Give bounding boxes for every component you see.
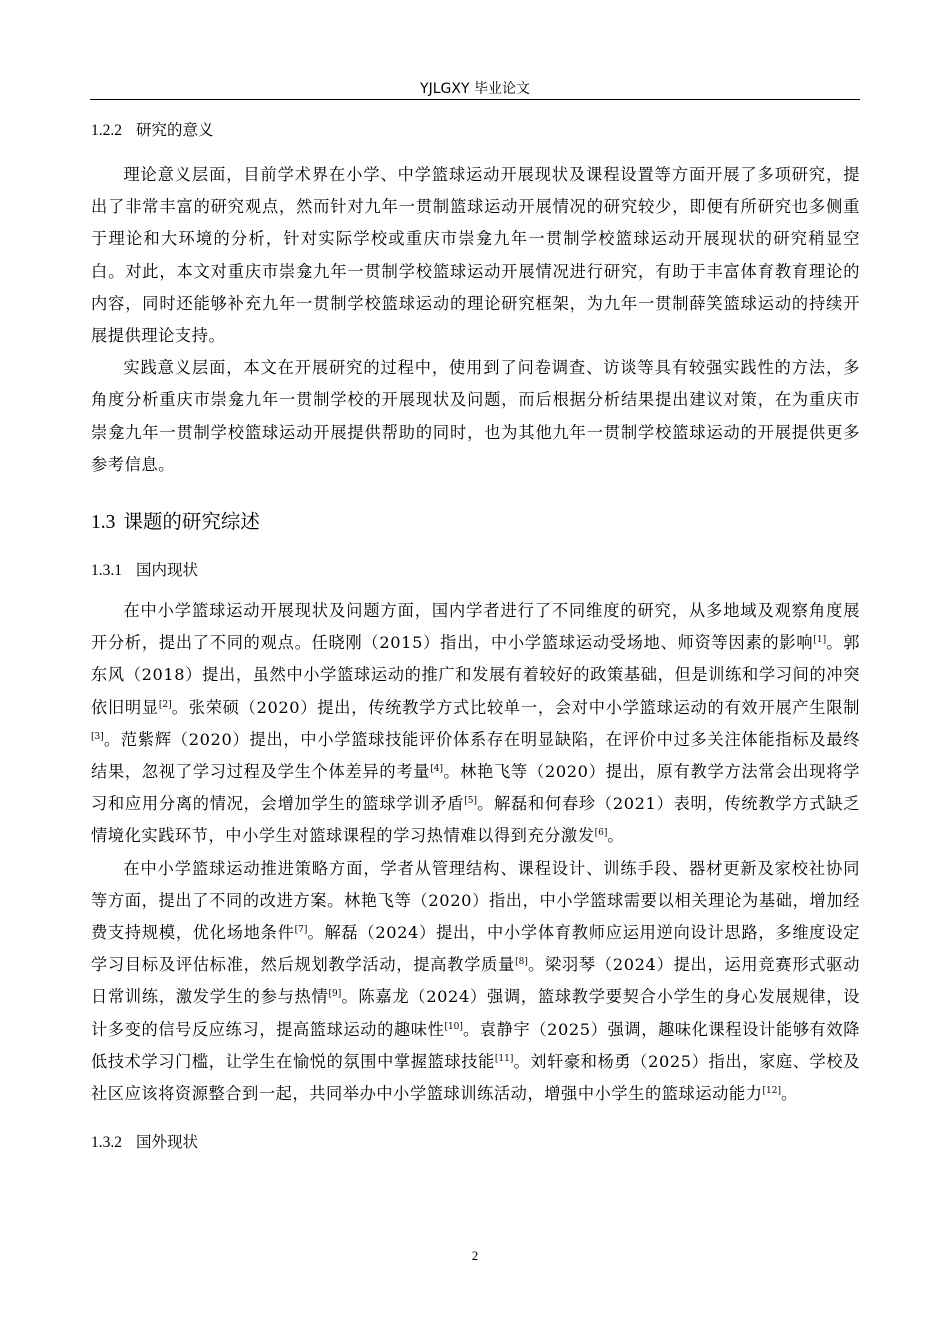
section-title: 国内现状 bbox=[136, 561, 199, 580]
section-number: 1.3 bbox=[91, 512, 116, 534]
header-rule bbox=[90, 99, 860, 100]
text-run: 在中小学篮球运动开展现状及问题方面，国内学者进行了不同维度的研究，从多地域及观察角度展开分析，提出了不同的观点。任晓刚（2015）指出，中小学篮球运动受场地、师资等因素的影响 bbox=[91, 601, 860, 653]
section-number: 1.3.2 bbox=[91, 1134, 122, 1152]
page-body bbox=[91, 116, 860, 1157]
section-title: 课题的研究综述 bbox=[123, 510, 260, 534]
section-heading-1-3-2 bbox=[91, 1128, 860, 1157]
text-run: 。解磊（2024）提出，中小学体育教师应运用逆向设计思路，多维度设定学习目标及评估标准，然后规划教学活动，提高教学质量 bbox=[91, 923, 861, 975]
text-run: 。梁羽琴（2024）提出，运用竞赛形式驱动日常训练，激发学生的参与热情 bbox=[91, 955, 860, 1007]
citation-ref-5: [5] bbox=[464, 796, 477, 807]
citation-ref-8: [8] bbox=[515, 957, 528, 968]
text-run: 。范紫辉（2020）提出，中小学篮球技能评价体系存在明显缺陷，在评价中过多关注体能指标及最终结果，忽视了学习过程及学生个体差异的考量 bbox=[91, 729, 860, 782]
section-title: 研究的意义 bbox=[136, 121, 214, 139]
citation-ref-9: [9] bbox=[328, 989, 342, 1000]
citation-ref-7: [7] bbox=[294, 925, 308, 936]
text-run: 在中小学篮球运动推进策略方面，学者从管理结构、课程设计、训练手段、器材更新及家校社协同等方面，提出了不同的改进方案。林艳飞等（2020）指出，中小学篮球需要以相关理论为基础，增加经费支持规模，优化场地条件 bbox=[91, 858, 860, 943]
section-title: 国外现状 bbox=[136, 1133, 199, 1152]
section-heading-1-3-1 bbox=[91, 556, 860, 585]
citation-ref-10: [10] bbox=[444, 1021, 463, 1032]
text-run: 。 bbox=[780, 1084, 798, 1104]
section-number: 1.3.1 bbox=[91, 562, 122, 580]
paragraph-theoretical-significance: 理论意义层面，目前学术界在小学、中学篮球运动开展现状及课程设置等方面开展了多项研究，提出了非常丰富的研究观点，然而针对九年一贯制篮球运动开展情况的研究较少，即便有所研究也多侧重于理论和大环境的分析，针对实际学校或重庆市崇龛九年一贯制学校篮球运动开展现状的研究稍显空白。对此，本文对重庆市崇龛九年一贯制学校篮球运动开展情况进行研究，有助于丰富体育教育理论的内容，同时还能够补充九年一贯制学校篮球运动的理论研究框架，为九年一贯制薛笑篮球运动的持续开展提供理论支持。 bbox=[91, 165, 860, 346]
text-run: 。 bbox=[607, 826, 625, 846]
page-header-title: YJLGXY 毕业论文 bbox=[420, 81, 530, 97]
text-run: 。陈嘉龙（2024）强调，篮球教学要契合小学生的身心发展规律，设计多变的信号反应练习，提高篮球运动的趣味性 bbox=[91, 987, 860, 1039]
paragraph-practical-significance: 实践意义层面，本文在开展研究的过程中，使用到了问卷调查、访谈等具有较强实践性的方法，多角度分析重庆市崇龛九年一贯制学校的开展现状及问题，而后根据分析结果提出建议对策，在为重庆市崇龛九年一贯制学校篮球运动开展提供帮助的同时，也为其他九年一贯制学校篮球运动的开展提供更多参考信息。 bbox=[91, 358, 860, 474]
citation-ref-4: [4] bbox=[430, 764, 444, 775]
text-run: 。刘轩豪和杨勇（2025）指出，家庭、学校及社区应该将资源整合到一起，共同举办中小学篮球训练活动，增强中小学生的篮球运动能力 bbox=[91, 1051, 860, 1104]
section-heading-1-2-2 bbox=[91, 116, 860, 145]
page-number: 2 bbox=[471, 1248, 479, 1263]
text-run: 。郭东风（2018）提出，虽然中小学篮球运动的推广和发展有着较好的政策基础，但是训练和学习间的冲突依旧明显 bbox=[91, 633, 861, 717]
citation-ref-11: [11] bbox=[494, 1053, 514, 1064]
text-run: 。解磊和何春珍（2021）表明，传统教学方式缺乏情境化实践环节，中小学生对篮球课程的学习热情难以得到充分激发 bbox=[91, 794, 860, 846]
citation-ref-3: [3] bbox=[91, 731, 104, 742]
citation-ref-1: [1] bbox=[813, 635, 827, 646]
text-run: 。袁静宇（2025）强调，趣味化课程设计能够有效降低技术学习门槛，让学生在愉悦的氛围中掌握篮球技能 bbox=[91, 1019, 860, 1071]
text-run: 。张荣硕（2020）提出，传统教学方式比较单一，会对中小学篮球运动的有效开展产生限制 bbox=[171, 697, 860, 717]
section-number: 1.2.2 bbox=[91, 122, 122, 139]
paragraph-promotion-strategies bbox=[91, 853, 860, 1111]
paragraph-domestic-status bbox=[91, 595, 860, 853]
citation-ref-12: [12] bbox=[762, 1086, 781, 1097]
text-run: 。林艳飞等（2020）提出，原有教学方法常会出现将学习和应用分离的情况，会增加学生的篮球学训矛盾 bbox=[91, 762, 861, 814]
citation-ref-6: [6] bbox=[594, 828, 608, 839]
citation-ref-2: [2] bbox=[158, 699, 172, 710]
section-heading-1-3 bbox=[91, 507, 860, 538]
